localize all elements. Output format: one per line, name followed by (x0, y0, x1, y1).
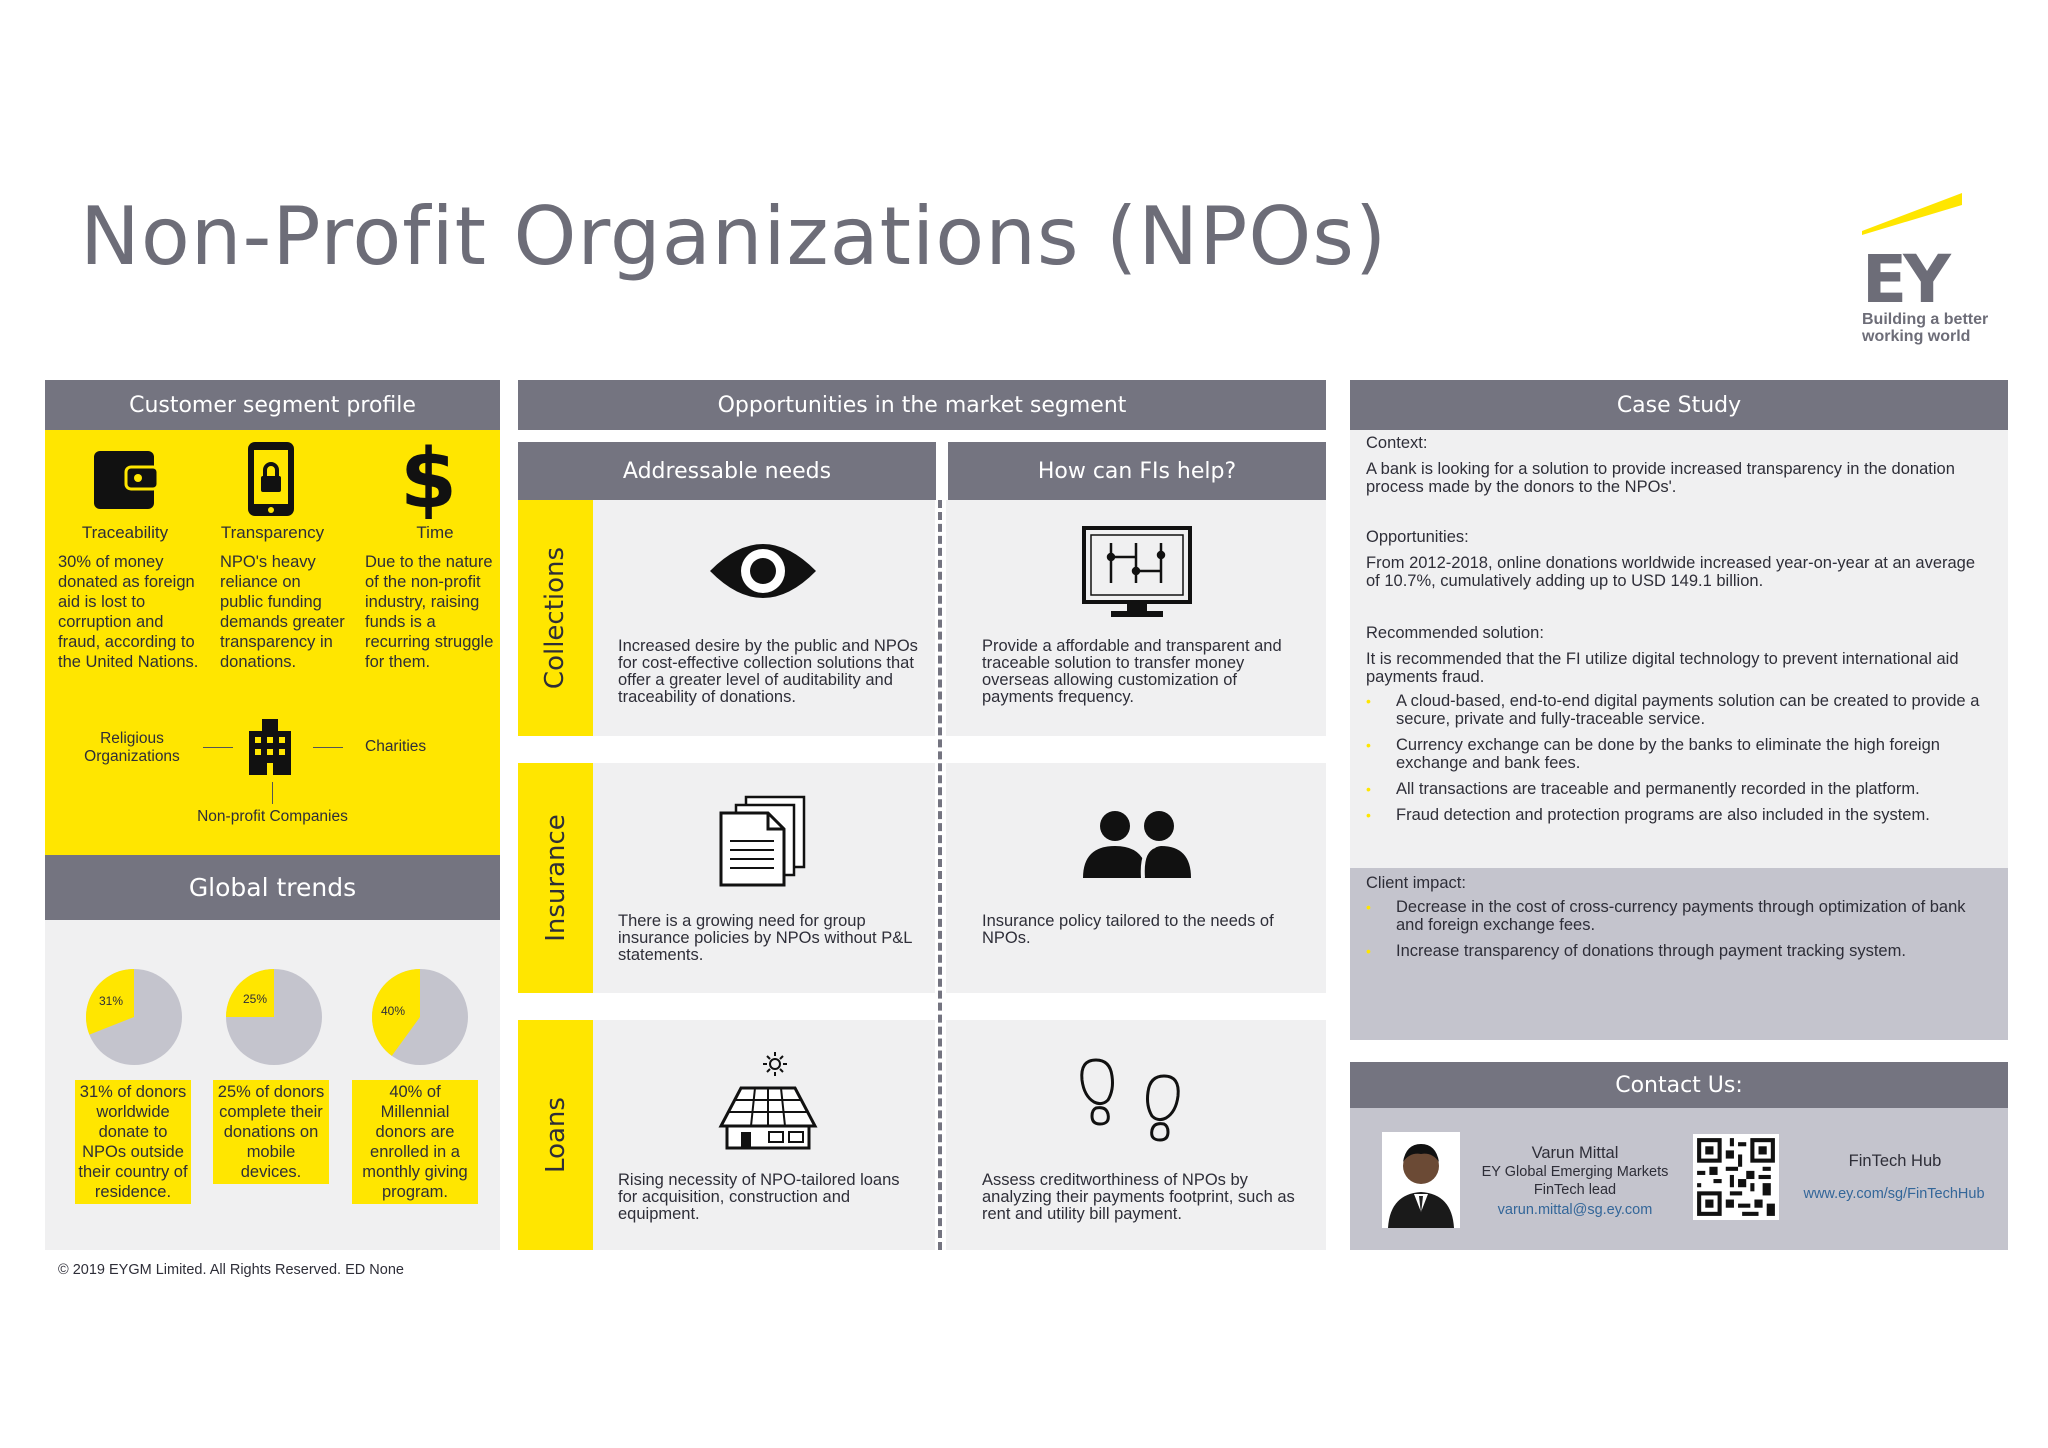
trend-text-1: 31% of donors worldwide donate to NPOs outside their country of residence. (75, 1080, 191, 1204)
fi-help-header: How can FIs help? (948, 442, 1326, 500)
row-label-collections: Collections (518, 500, 593, 736)
logo-text: EY (1862, 241, 1947, 318)
bullet-item: • Increase transparency of donations through payment tracking system. (1366, 942, 1986, 960)
global-trends-header: Global trends (45, 855, 500, 920)
wallet-icon (90, 445, 162, 513)
monitor-flowchart-icon (1081, 525, 1193, 621)
mobile-lock-icon (246, 440, 296, 518)
pie-label-2: 25% (243, 992, 268, 1006)
bullet-item: • Currency exchange can be done by the banks to eliminate the high foreign exchange and bank fees. (1366, 736, 1986, 772)
page-title: Non-Profit Organizations (NPOs) (80, 190, 1388, 283)
context-text: A bank is looking for a solution to provide increased transparency in the donation process made by the donors to the NPOs'. (1366, 460, 1955, 496)
client-impact-panel (1350, 868, 2008, 1040)
qr-code-icon[interactable] (1693, 1134, 1779, 1220)
fintech-hub-label: FinTech Hub (1848, 1152, 1942, 1170)
trend-text-2: 25% of donors complete their donations on mobile devices. (213, 1080, 329, 1184)
client-impact-label: Client impact: (1366, 874, 1466, 892)
religious-orgs-label: Religious Organizations (84, 730, 180, 765)
connector-line (313, 747, 343, 748)
trend-text-3: 40% of Millennial donors are enrolled in a monthly giving program. (352, 1080, 478, 1204)
loans-need-text: Rising necessity of NPO-tailored loans for acquisition, construction and equipment. (618, 1171, 900, 1223)
time-text: Due to the nature of the non-profit industry, raising funds is a recurring struggle for them. (365, 553, 494, 671)
opportunities-text: From 2012-2018, online donations worldwide increased year-on-year at an average of 10.7%, cumulatively adding up to USD 149.1 billion. (1366, 554, 1976, 590)
transparency-text: NPO's heavy reliance on public funding demands greater transparency in donations. (220, 553, 345, 671)
recommended-bullets (1366, 684, 1986, 824)
customer-segment-panel (45, 430, 500, 855)
contact-header: Contact Us: (1350, 1062, 2008, 1108)
column-divider (938, 500, 942, 1250)
nonprofit-companies-label: Non-profit Companies (197, 808, 348, 825)
ey-logo (1862, 193, 2012, 343)
pie-label-3: 40% (381, 1004, 406, 1018)
case-study-header: Case Study (1350, 380, 2008, 430)
recommended-text: It is recommended that the FI utilize digital technology to prevent international aid payments fraud. (1366, 650, 1959, 686)
loans-help-cell (946, 1020, 1326, 1250)
label-traceability: Traceability (81, 523, 169, 542)
copyright-footer: © 2019 EYGM Limited. All Rights Reserved. ED None (58, 1262, 404, 1278)
opportunities-label: Opportunities: (1366, 528, 1469, 546)
collections-need-text: Increased desire by the public and NPOs for cost-effective collection solutions that offer a greater level of auditability and traceability of donations. (618, 637, 918, 706)
collections-help-text: Provide a affordable and transparent and traceable solution to transfer money overseas allowing customization of payments frequency. (982, 637, 1282, 706)
label-time: Time (416, 523, 454, 542)
insurance-need-cell (593, 763, 935, 993)
connector-line (203, 747, 233, 748)
pie-chart-1 (85, 968, 183, 1066)
recommended-label: Recommended solution: (1366, 624, 1544, 642)
collections-need-cell (593, 500, 935, 736)
documents-icon (718, 795, 808, 887)
loans-need-cell (593, 1020, 935, 1250)
contact-name: Varun Mittal (1531, 1144, 1619, 1162)
bullet-item: • A cloud-based, end-to-end digital payments solution can be created to provide a secure, private and fully-traceable service. (1366, 692, 1986, 728)
building-icon (245, 717, 295, 775)
charities-label: Charities (365, 738, 427, 755)
insurance-need-text: There is a growing need for group insurance policies by NPOs without P&L statements. (618, 912, 912, 964)
insurance-help-text: Insurance policy tailored to the needs of NPOs. (982, 912, 1274, 947)
contact-email-link[interactable]: varun.mittal@sg.ey.com (1497, 1202, 1653, 1218)
loans-help-text: Assess creditworthiness of NPOs by analyzing their payments footprint, such as rent and utility bill payment. (982, 1171, 1295, 1223)
dollar-icon: $ (400, 432, 458, 527)
addressable-needs-header: Addressable needs (518, 442, 936, 500)
traceability-text: 30% of money donated as foreign aid is lost to corruption and fraud, according to the United Nations. (58, 553, 199, 671)
case-study-panel (1350, 430, 2008, 868)
logo-tagline: Building a better working world (1862, 311, 1989, 345)
footprints-icon (1076, 1056, 1196, 1146)
customer-segment-header: Customer segment profile (45, 380, 500, 430)
contact-role: FinTech lead (1533, 1182, 1617, 1198)
avatar (1382, 1132, 1460, 1228)
global-trends-panel (45, 920, 500, 1250)
insurance-help-cell (946, 763, 1326, 993)
bullet-item: • Fraud detection and protection programs are also included in the system. (1366, 806, 1986, 824)
opportunities-header: Opportunities in the market segment (518, 380, 1326, 430)
pie-chart-3 (371, 968, 469, 1066)
pie-label-1: 31% (99, 994, 124, 1008)
bullet-item: • All transactions are traceable and permanently recorded in the platform. (1366, 780, 1986, 798)
eye-icon (708, 535, 818, 607)
people-icon (1081, 808, 1193, 880)
context-label: Context: (1366, 434, 1428, 452)
collections-help-cell (946, 500, 1326, 736)
fintech-hub-link[interactable]: www.ey.com/sg/FinTechHub (1803, 1186, 1985, 1202)
row-label-insurance: Insurance (518, 763, 593, 993)
label-transparency: Transparency (220, 523, 325, 542)
solar-house-icon (713, 1050, 823, 1160)
contact-panel (1350, 1108, 2008, 1250)
bullet-item: • Decrease in the cost of cross-currency payments through optimization of bank and foreign exchange fees. (1366, 898, 1986, 934)
connector-line (272, 782, 273, 804)
row-label-loans: Loans (518, 1020, 593, 1250)
impact-bullets (1366, 890, 1986, 960)
contact-role: EY Global Emerging Markets (1481, 1164, 1669, 1180)
pie-chart-2 (225, 968, 323, 1066)
